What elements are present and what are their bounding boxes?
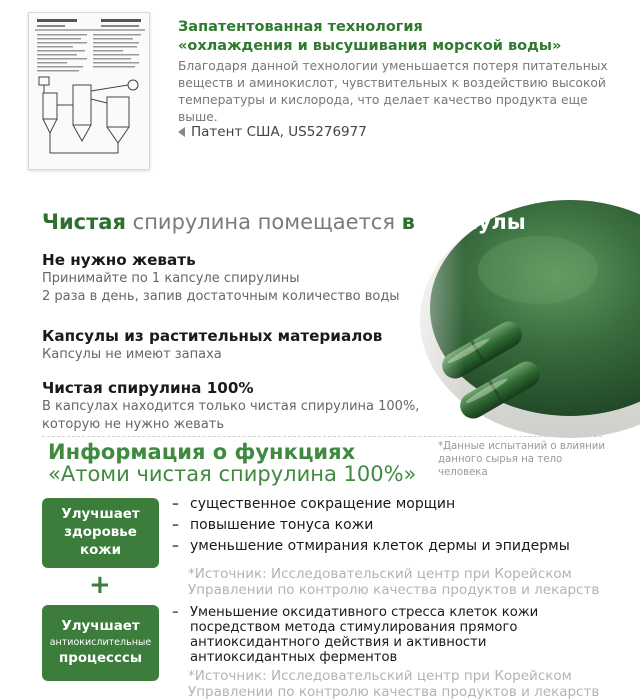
functions-subtitle: «Атоми чистая спирулина 100%» [48,462,417,486]
feature-title: Капсулы из растительных материалов [42,327,383,345]
feature-text: Принимайте по 1 капсуле спирулины [42,271,300,286]
feature-text: В капсулах находится только чистая спирулина 100%, [42,399,420,414]
patent-document-image [28,12,150,170]
list-item [172,515,570,536]
capsules-heading [42,210,526,234]
badge-skin-health [42,498,159,568]
feature-pure-spirulina [42,378,419,434]
patent-title-line2: «охлаждения и высушивания морской воды» [178,38,562,54]
dash-icon: – [172,605,179,620]
capsules-heading-highlight: Чистая [42,210,126,234]
capsules-heading-end: капсулы [414,210,526,234]
badge-line: здоровье [64,525,137,540]
list-item [172,605,562,665]
source-line: *Источник: Исследовательский центр при Корейском [188,668,572,684]
source-line: *Источник: Исследовательский центр при Корейском [188,566,572,582]
badge-antioxidant [42,605,159,681]
patent-title [178,18,608,56]
skin-benefits-list [172,494,570,557]
list-item-text: повышение тонуса кожи [190,517,374,533]
feature-text: 2 раза в день, запив достаточным количество воды [42,289,400,304]
patent-description: Благодаря данной технологии уменьшается потеря питательных веществ и аминокислот, чувствительных к воздействию высокой температуры и кислорода, что делает качество продукта еще выше. [178,59,608,124]
feature-title: Не нужно жевать [42,251,196,269]
section-divider [42,436,602,437]
list-item-text: уменьшение отмирания клеток дермы и эпидермы [190,538,570,554]
feature-no-chewing [42,250,400,306]
patent-drawing [29,13,150,170]
source-note-2 [188,668,599,700]
source-note-1 [188,566,599,598]
feature-title: Чистая спирулина 100% [42,379,254,397]
capsules-heading-middle: спирулина помещается [125,210,402,234]
patent-title-line1: Запатентованная технология [178,19,423,35]
patent-reference-text: Патент США, US5276977 [191,124,367,140]
feature-text: которую не нужно жевать [42,417,225,432]
badge-line: Улучшает [61,619,140,634]
badge-line: кожи [80,543,121,558]
capsules-heading-preposition: в [401,210,415,234]
list-item [172,494,570,515]
dash-icon: – [172,496,179,512]
feature-plant-capsules [42,326,382,364]
list-item-text: существенное сокращение морщин [190,496,456,512]
list-item [172,536,570,557]
dash-icon: – [172,517,179,533]
patent-reference [178,124,367,140]
functions-title: Информация о функциях [48,440,356,464]
source-line: Управлении по контролю качества продуктов и лекарств [188,684,600,700]
functions-note: *Данные испытаний о влиянии данного сырья на тело человека [438,441,606,478]
source-line: Управлении по контролю качества продуктов и лекарств [188,582,600,598]
antioxidant-benefits-list [172,605,562,665]
badge-line: Улучшает [61,507,140,522]
plus-icon: + [89,570,111,600]
dash-icon: – [172,538,179,554]
list-item-text: Уменьшение оксидативного стресса клеток кожи посредством метода стимулирования прямого антиоксидантного действия и активности антиоксидантных ферментов [190,605,539,665]
badge-line: антиокислительные [49,637,152,648]
triangle-left-icon [178,127,185,137]
feature-text: Капсулы не имеют запаха [42,347,222,362]
badge-line: процесссы [59,651,142,666]
